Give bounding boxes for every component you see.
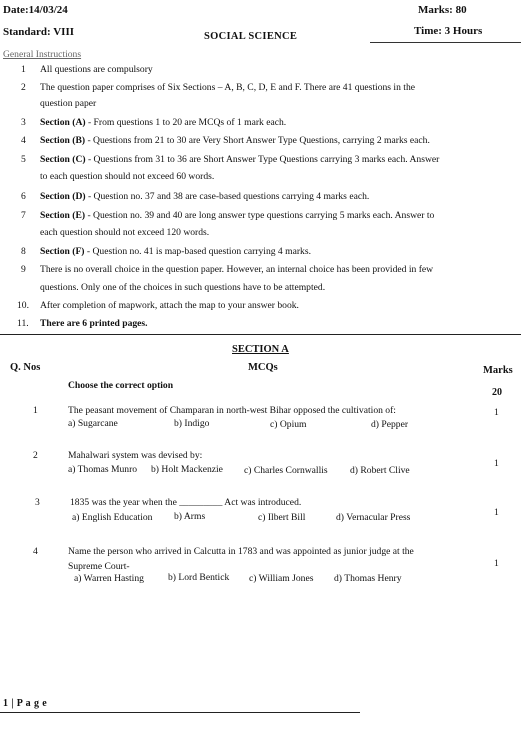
instruction-text [40,190,369,203]
question-marks: 1 [494,458,499,469]
section-desc: - Question no. 41 is map-based question carrying 4 marks. [84,246,311,257]
question-number: 3 [35,497,40,508]
question-marks: 1 [494,558,499,569]
option-c: c) Opium [270,419,307,430]
option-d: d) Robert Clive [350,465,410,476]
instruction-text [40,245,311,258]
instruction-text: After completion of mapwork, attach the map to your answer book. [40,300,299,311]
section-label: Section (C) [40,154,86,165]
option-d: d) Thomas Henry [334,573,402,584]
section-desc: - Questions from 21 to 30 are Very Short Answer Type Questions, carrying 2 marks each. [85,135,430,146]
instruction-number: 3 [21,117,26,128]
option-c: c) Charles Cornwallis [244,465,328,476]
section-marks: 20 [492,387,502,398]
instruction-number: 7 [21,210,26,221]
option-d: d) Vernacular Press [336,512,411,523]
section-desc: - Questions from 31 to 36 are Short Answer Type Questions carrying 3 marks each. Answer [85,154,440,165]
question-number: 4 [33,546,38,557]
instruction-number: 5 [21,154,26,165]
question-number: 2 [33,450,38,461]
option-b: b) Arms [174,511,206,522]
total-marks: Marks: 80 [418,4,467,16]
section-label: Section (B) [40,135,86,146]
option-b: b) Lord Bentick [168,572,230,583]
instruction-text [40,153,439,166]
option-a: a) Warren Hasting [74,573,144,584]
question-number: 1 [33,405,38,416]
section-divider [0,334,521,335]
header-rule [370,42,521,43]
marks-column-header: Marks [483,365,513,376]
question-text: Mahalwari system was devised by: [68,450,203,461]
option-d: d) Pepper [371,419,409,430]
option-c: c) William Jones [249,573,314,584]
section-label: Section (E) [40,210,86,221]
footer-rule [0,712,360,713]
question-text-continued: Supreme Court- [68,561,130,572]
instruction-text [40,134,430,147]
option-a: a) English Education [72,512,153,523]
instruction-number: 9 [21,264,26,275]
question-marks: 1 [494,407,499,418]
instruction-text: All questions are compulsory [40,64,153,75]
subject-title: SOCIAL SCIENCE [204,31,298,42]
question-text: The peasant movement of Champaran in north-west Bihar opposed the cultivation of: [68,405,396,416]
instruction-number: 4 [21,135,26,146]
instruction-text [40,209,434,222]
instruction-text-continued: question paper [40,98,97,109]
instructions-heading: General Instructions [3,49,82,60]
page-number: 1 | P a g e [3,698,48,709]
instruction-number: 2 [21,82,26,93]
question-marks: 1 [494,507,499,518]
section-label: Section (F) [40,246,85,257]
option-b: b) Holt Mackenzie [151,464,223,475]
exam-date: Date:14/03/24 [3,4,68,16]
section-desc: - Question no. 39 and 40 are long answer type questions carrying 5 marks each. Answer to [85,210,435,221]
option-a: a) Sugarcane [68,418,118,429]
instruction-text-continued: to each question should not exceed 60 words. [40,171,215,182]
section-title: SECTION A [232,344,289,355]
section-label: Section (A) [40,117,86,128]
exam-duration: Time: 3 Hours [414,25,483,37]
option-b: b) Indigo [174,418,210,429]
instruction-text-continued: each question should not exceed 120 words. [40,227,210,238]
section-desc: - Question no. 37 and 38 are case-based questions carrying 4 marks each. [85,191,370,202]
type-column-header: MCQs [248,362,278,373]
question-text: Name the person who arrived in Calcutta in 1783 and was appointed as junior judge at the [68,546,414,557]
instruction-number: 11. [17,318,29,329]
qno-column-header: Q. Nos [10,362,41,373]
section-desc: - From questions 1 to 20 are MCQs of 1 mark each. [85,117,287,128]
instruction-text: There are 6 printed pages. [40,318,148,329]
instruction-number: 8 [21,246,26,257]
instruction-text: There is no overall choice in the question paper. However, an internal choice has been provided in few [40,264,434,275]
instruction-text [40,116,286,129]
instruction-number: 6 [21,191,26,202]
option-a: a) Thomas Munro [68,464,138,475]
option-c: c) Ilbert Bill [258,512,306,523]
instruction-number: 10. [17,300,29,311]
question-text: 1835 was the year when the _________ Act was introduced. [70,497,302,508]
section-label: Section (D) [40,191,86,202]
instruction-number: 1 [21,64,26,75]
instruction-text: The question paper comprises of Six Sections – A, B, C, D, E and F. There are 41 questions in the [40,82,416,93]
standard: Standard: VIII [3,26,75,38]
section-instruction: Choose the correct option [68,380,174,391]
instruction-text-continued: questions. Only one of the choices in such questions have to be attempted. [40,282,326,293]
